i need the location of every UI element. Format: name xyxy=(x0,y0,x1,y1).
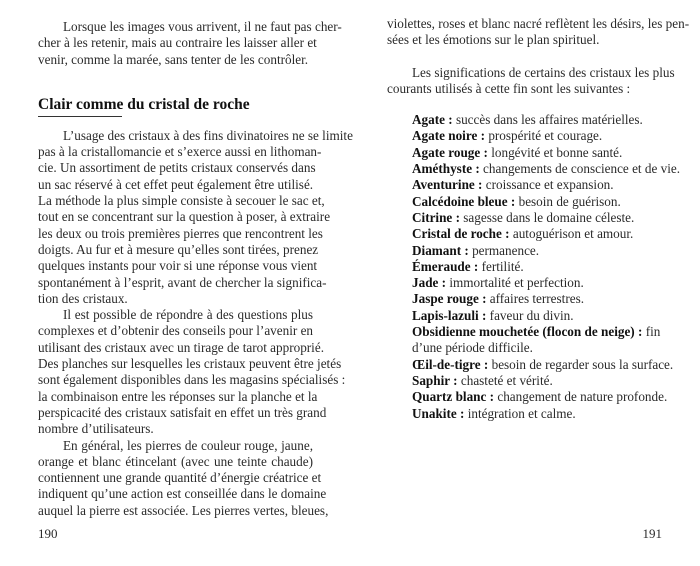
text-line: un sac réservé à cet effet peut également être utilisé. xyxy=(38,176,314,192)
right-page xyxy=(350,0,700,566)
crystal-entry xyxy=(387,161,681,177)
crystal-entry xyxy=(387,356,674,373)
paragraph xyxy=(38,127,353,307)
crystal-meaning: prospérité et courage. xyxy=(488,128,603,144)
left-column xyxy=(38,19,353,519)
crystal-name: Aventurine : xyxy=(412,177,483,193)
text-line: indiquent qu’une action est conseillée dans le domaine xyxy=(38,486,327,502)
crystal-meaning: immortalité et perfection. xyxy=(449,275,584,291)
text-line: Des planches sur lesquelles les cristaux peuvent être jetés xyxy=(38,356,342,372)
crystal-name: Agate noire : xyxy=(412,128,486,144)
text-line: venir, comme la marée, sans tenter de les contrôler. xyxy=(38,51,309,67)
crystal-meaning: autoguérison et amour. xyxy=(512,226,634,242)
crystal-name: Œil-de-tigre : xyxy=(412,356,489,372)
text-line: tion des cristaux. xyxy=(38,290,128,306)
text-line: La méthode la plus simple consiste à secouer le sac et, xyxy=(38,193,325,209)
crystal-meaning: besoin de regarder sous la surface. xyxy=(491,356,674,372)
crystal-meaning: intégration et calme. xyxy=(467,405,576,421)
text-line: pas à la cristallomancie et s’exerce aussi en lithoman- xyxy=(38,144,322,160)
crystal-name: Unakite : xyxy=(412,405,465,421)
crystal-entry xyxy=(387,128,662,144)
text-line: complexes et d’obtenir des conseils pour l’avenir en xyxy=(38,323,314,339)
text-line: nombre d’utilisateurs. xyxy=(38,421,154,437)
text-line: sées et les émotions sur le plan spirituel. xyxy=(387,32,600,48)
text-line: doigts. Au fur et à mesure qu’elles sont tirées, prenez xyxy=(38,241,319,257)
text-line: orange et blanc étincelant (avec une teinte chaude) xyxy=(38,453,313,469)
crystal-name: Citrine : xyxy=(412,209,460,225)
list-intro-paragraph xyxy=(387,64,675,98)
crystal-name: Quartz blanc : xyxy=(412,389,495,405)
crystal-name: Lapis-lazuli : xyxy=(412,307,487,323)
text-line: Les significations de certains des cristaux les plus xyxy=(412,64,675,80)
crystal-name: Jaspe rouge : xyxy=(412,291,487,307)
crystal-entry xyxy=(387,259,662,275)
crystal-entry xyxy=(387,373,662,389)
text-line: la combinaison entre les réponses sur la planche et la xyxy=(38,388,318,404)
text-line: perspicacité des cristaux satisfait en effet un très grand xyxy=(38,404,327,420)
continuation-paragraph xyxy=(387,16,690,49)
right-column xyxy=(387,16,690,422)
crystal-entry xyxy=(387,308,662,324)
crystal-name: Agate rouge : xyxy=(412,144,488,160)
intro-paragraph xyxy=(38,19,342,68)
crystal-meaning: faveur du divin. xyxy=(489,307,574,323)
crystal-meaning: fertilité. xyxy=(481,258,524,274)
text-line: En général, les pierres de couleur rouge, jaune, xyxy=(63,437,313,453)
text-line: cher à les retenir, mais au contraire les laisser aller et xyxy=(38,35,317,51)
crystal-entry xyxy=(387,145,662,161)
crystal-entry xyxy=(387,291,662,307)
crystal-meaning: besoin de guérison. xyxy=(518,193,621,209)
crystal-name: Cristal de roche : xyxy=(412,226,510,242)
crystal-meaning: longévité et bonne santé. xyxy=(491,144,623,160)
text-line: utilisant des cristaux avec un tirage de tarot approprié. xyxy=(38,339,324,355)
crystal-name: Saphir : xyxy=(412,372,458,388)
crystal-meaning: changement de nature profonde. xyxy=(497,389,668,405)
crystal-name: Calcédoine bleue : xyxy=(412,193,516,209)
section-heading: Clair comme du cristal de roche xyxy=(38,95,250,113)
crystal-entry xyxy=(387,177,662,193)
text-line: cie. Un assortiment de petits cristaux conservés dans xyxy=(38,160,316,176)
text-line: spontanément à l’esprit, avant de chercher la significa- xyxy=(38,274,327,290)
crystal-name: Diamant : xyxy=(412,242,469,258)
text-line: sont également disponibles dans les magasins spécialisés : xyxy=(38,372,346,388)
text-line: les deux ou trois premières pierres que rencontrent les xyxy=(38,225,323,241)
crystal-meaning: affaires terrestres. xyxy=(489,291,584,307)
text-line: L’usage des cristaux à des fins divinatoires ne se limite xyxy=(63,127,353,143)
crystal-entry xyxy=(387,226,662,242)
crystal-meaning: changements de conscience et de vie. xyxy=(483,161,681,177)
paragraph xyxy=(38,437,329,519)
crystal-name: Obsidienne mouchetée (flocon de neige) : xyxy=(412,324,643,340)
text-line: Lorsque les images vous arrivent, il ne faut pas cher- xyxy=(63,19,342,34)
text-line: quelques instants pour voir si une réponse vous vient xyxy=(38,258,318,274)
crystal-entry xyxy=(387,275,662,291)
crystal-meaning: croissance et expansion. xyxy=(485,177,614,193)
crystal-meaning: fin d’une période difficile. xyxy=(412,324,661,356)
crystal-list xyxy=(387,112,681,422)
page-number: 191 xyxy=(642,526,662,541)
crystal-name: Améthyste : xyxy=(412,161,480,177)
crystal-meaning: sagesse dans le domaine céleste. xyxy=(463,209,635,225)
crystal-meaning: permanence. xyxy=(472,242,540,258)
crystal-entry xyxy=(387,389,668,405)
crystal-name: Émeraude : xyxy=(412,258,479,274)
text-line: tout en se concentrant sur la question à poser, à extraire xyxy=(38,209,331,225)
crystal-entry xyxy=(387,406,662,422)
text-line: courants utilisés à cette fin sont les suivantes : xyxy=(387,80,631,96)
text-line: violettes, roses et blanc nacré reflètent les désirs, les pen- xyxy=(387,16,690,31)
crystal-entry xyxy=(387,243,662,259)
crystal-entry xyxy=(387,210,662,226)
crystal-entry xyxy=(412,324,662,357)
text-line: Il est possible de répondre à des questions plus xyxy=(63,307,313,323)
paragraph xyxy=(38,307,346,437)
page-number: 190 xyxy=(38,526,58,541)
text-line: contiennent une grande quantité d’énergie créatrice et xyxy=(38,470,322,486)
crystal-entry xyxy=(387,194,662,210)
crystal-meaning: succès dans les affaires matérielles. xyxy=(455,112,643,128)
crystal-entry xyxy=(387,112,662,128)
crystal-meaning: chasteté et vérité. xyxy=(460,372,553,388)
crystal-name: Jade : xyxy=(412,275,447,291)
crystal-name: Agate : xyxy=(412,112,453,128)
text-line: auquel la pierre est associée. Les pierres vertes, bleues, xyxy=(38,502,329,518)
